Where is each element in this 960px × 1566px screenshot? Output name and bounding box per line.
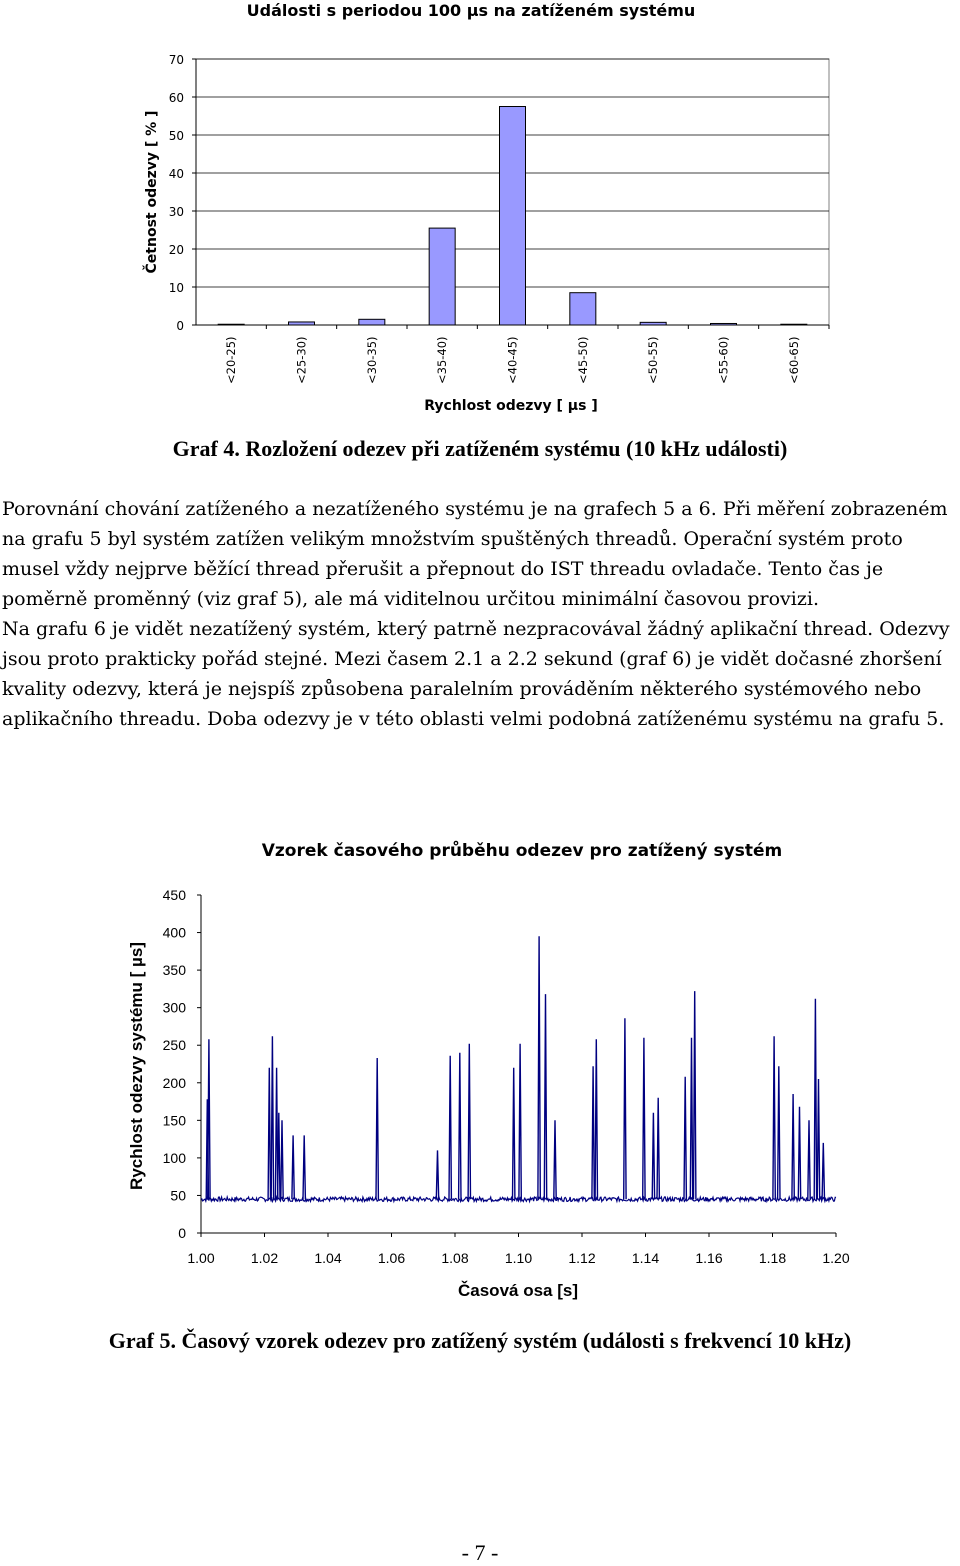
timeseries-y-tick-label: 0 <box>178 1225 186 1241</box>
timeseries-spike <box>519 1044 521 1200</box>
timeseries-spike <box>817 1079 819 1199</box>
histogram-y-tick-label: 40 <box>168 167 184 181</box>
histogram-x-axis-label: Rychlost odezvy [ µs ] <box>424 398 598 414</box>
timeseries-spike <box>773 1036 775 1199</box>
timeseries-y-tick-label: 350 <box>162 962 186 979</box>
timeseries-spike <box>690 1038 692 1200</box>
timeseries-x-tick-label: 1.06 <box>377 1250 406 1266</box>
timeseries-y-tick-label: 300 <box>162 999 186 1016</box>
timeseries-spike <box>544 994 546 1199</box>
timeseries-x-tick-label: 1.14 <box>631 1250 660 1266</box>
timeseries-spike <box>554 1120 556 1199</box>
histogram-x-tick-label: <45-50) <box>575 336 590 384</box>
timeseries-spike <box>468 1044 470 1200</box>
histogram-y-tick-label: 10 <box>168 281 184 295</box>
timeseries-y-tick-label: 450 <box>162 887 186 903</box>
histogram-bar <box>711 323 737 325</box>
timeseries-x-tick-label: 1.02 <box>250 1250 279 1266</box>
timeseries-spike <box>292 1135 294 1199</box>
timeseries-chart <box>127 839 850 1300</box>
histogram-bar <box>781 324 807 325</box>
timeseries-spike <box>459 1053 461 1200</box>
timeseries-spike <box>822 1143 824 1199</box>
timeseries-spike <box>684 1077 686 1199</box>
timeseries-y-tick-label: 400 <box>162 924 186 941</box>
timeseries-x-tick-label: 1.10 <box>504 1250 533 1266</box>
timeseries-x-tick-label: 1.16 <box>695 1250 723 1266</box>
histogram-y-tick-label: 20 <box>168 243 184 257</box>
histogram-x-tick-label: <55-60) <box>716 336 731 384</box>
paragraph-2: Na grafu 6 je vidět nezatížený systém, který patrně nezpracovával žádný aplikační thread. Odezvy jsou proto prakticky pořád stejné. Mezi časem 2.1 a 2.2 sekund (graf 6) je vidět dočasné zhoršení kvality odezvy, která je nejspíš způsobena paralelním prováděním některého systémového nebo aplikačního threadu. Doba odezvy je v této oblasti velmi podobná zatíženému systému na grafu 5. <box>2 618 950 730</box>
timeseries-spike <box>652 1113 654 1199</box>
timeseries-x-tick-label: 1.00 <box>187 1250 215 1266</box>
timeseries-y-tick-label: 100 <box>162 1149 186 1166</box>
histogram-chart <box>142 1 829 414</box>
timeseries-spike <box>808 1120 810 1199</box>
caption-graf5: Graf 5. Časový vzorek odezev pro zatížený systém (události s frekvencí 10 kHz) <box>108 1328 852 1353</box>
timeseries-spike <box>449 1056 451 1200</box>
histogram-y-axis-label: Četnost odezvy [ % ] <box>144 110 160 274</box>
timeseries-title: Vzorek časového průběhu odezev pro zatížený systém <box>261 841 783 861</box>
timeseries-y-tick-label: 200 <box>162 1074 186 1091</box>
timeseries-x-axis-label: Časová osa [s] <box>458 1281 578 1300</box>
timeseries-y-tick-label: 250 <box>162 1037 186 1054</box>
histogram-bar <box>289 322 315 325</box>
timeseries-y-tick-label: 50 <box>170 1187 186 1204</box>
caption-graf4: Graf 4. Rozložení odezev při zatíženém systému (10 kHz události) <box>172 436 788 461</box>
histogram-x-tick-label: <50-55) <box>646 336 661 384</box>
histogram-bar <box>429 228 455 325</box>
timeseries-spike <box>624 1018 626 1199</box>
histogram-bar <box>570 293 596 325</box>
timeseries-spike <box>592 1066 594 1199</box>
timeseries-spike <box>538 936 540 1199</box>
timeseries-y-tick-label: 150 <box>162 1112 186 1129</box>
timeseries-x-tick-label: 1.08 <box>441 1250 469 1266</box>
page-number: - 7 - <box>461 1540 499 1565</box>
timeseries-spike <box>798 1107 800 1199</box>
histogram-y-tick-label: 50 <box>168 129 184 143</box>
timeseries-spike <box>303 1135 305 1199</box>
timeseries-spike <box>595 1039 597 1199</box>
histogram-x-tick-label: <60-65) <box>786 336 801 384</box>
timeseries-spike <box>436 1150 438 1199</box>
histogram-bar <box>500 107 526 326</box>
timeseries-spike <box>271 1036 273 1199</box>
histogram-y-tick-label: 60 <box>168 91 184 105</box>
histogram-title: Události s periodou 100 µs na zatíženém systému <box>246 1 696 20</box>
timeseries-spike <box>513 1068 515 1199</box>
timeseries-x-tick-label: 1.12 <box>568 1250 596 1266</box>
timeseries-spike <box>778 1066 780 1199</box>
timeseries-spike <box>376 1058 378 1199</box>
histogram-x-tick-label: <40-45) <box>505 336 520 384</box>
timeseries-spike <box>694 991 696 1199</box>
body-text <box>2 494 960 734</box>
histogram-y-tick-label: 0 <box>176 319 184 333</box>
timeseries-spike <box>281 1120 283 1199</box>
paragraph-1: Porovnání chování zatíženého a nezatíženého systému je na grafech 5 a 6. Při měření zobrazeném na grafu 5 byl systém zatížen velikým množstvím spuštěných threadů. Operační systém proto musel vždy nejprve běžící thread přerušit a přepnout do IST threadu ovladače. Tento čas je poměrně proměnný (viz graf 5), ale má viditelnou určitou minimální časovou provizi. <box>2 498 948 610</box>
timeseries-y-axis-label: Rychlost odezvy systému [ µs] <box>127 942 146 1190</box>
histogram-x-tick-label: <30-35) <box>364 336 379 384</box>
histogram-bar <box>359 319 385 325</box>
histogram-bar <box>640 322 666 325</box>
histogram-bar <box>218 324 244 325</box>
histogram-y-tick-label: 70 <box>168 53 184 67</box>
histogram-x-tick-label: <20-25) <box>224 336 239 384</box>
timeseries-x-tick-label: 1.04 <box>314 1250 342 1266</box>
timeseries-spike <box>643 1038 645 1200</box>
timeseries-spike <box>278 1113 280 1199</box>
timeseries-x-tick-label: 1.18 <box>758 1250 787 1266</box>
timeseries-spike <box>792 1094 794 1199</box>
timeseries-spike <box>268 1068 270 1199</box>
timeseries-x-tick-label: 1.20 <box>822 1250 850 1266</box>
timeseries-spike <box>814 999 816 1199</box>
histogram-x-tick-label: <25-30) <box>294 336 309 384</box>
histogram-y-tick-label: 30 <box>168 205 184 219</box>
timeseries-spike <box>657 1098 659 1199</box>
histogram-x-tick-label: <35-40) <box>435 336 450 384</box>
